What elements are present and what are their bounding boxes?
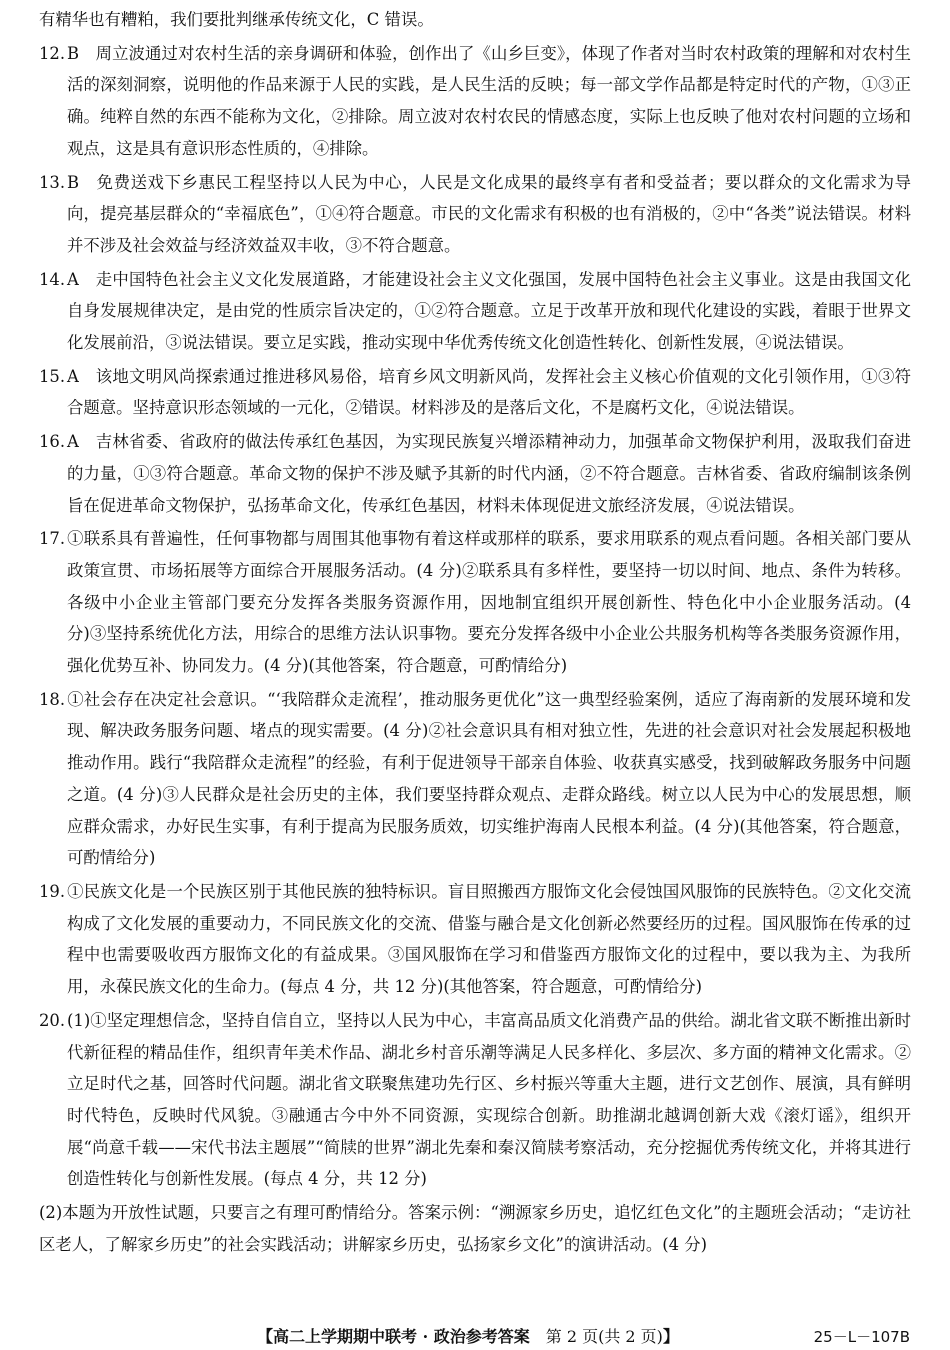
answer-text: ①社会存在决定社会意识。“‘我陪群众走流程’，推动服务更优化”这一典型经验案例，适应了海南新的发展环境和发现、解决政务服务问题、堵点的现实需要。(4 分)②社会意识具有相对独立性，先进的社会意识对社会发展起积极地推动作用。践行“我陪群众走流程”的经验，有利于促进领导干部亲自体验、收获真实感受，找到破解政务服务中问题之道。(4 分)③人民群众是社会历史的主体，我们要坚持群众观点、走群众路线。树立以人民为中心的发展思想，顺应群众需求，办好民生实事，有利于提高为民服务质效，切实维护海南人民根本利益。(4 分)(其他答案，符合题意，可酌情给分) <box>67 689 911 868</box>
answer-number: 17. <box>39 529 66 549</box>
footer-title <box>257 1324 679 1350</box>
answer-text: A 吉林省委、省政府的做法传承红色基因，为实现民族复兴增添精神动力，加强革命文物保护利用，汲取我们奋进的力量，①③符合题意。革命文物的保护不涉及赋予其新的时代内涵，②不符合题意。吉林省委、省政府编制该条例旨在促进革命文物保护，弘扬革命文化，传承红色基因，材料未体现促进文旅经济发展，④说法错误。 <box>67 432 911 515</box>
answer-text: B 周立波通过对农村生活的亲身调研和体验，创作出了《山乡巨变》，体现了作者对当时农村政策的理解和对农村生活的深刻洞察，说明他的作品来源于人民的实践，是人民生活的反映；每一部文学作品都是特定时代的产物，①③正确。纯粹自然的东西不能称为文化，②排除。周立波对农村农民的情感态度，实际上也反映了他对农村问题的立场和观点，这是具有意识形态性质的，④排除。 <box>67 43 911 158</box>
answer-13 <box>39 167 911 262</box>
answer-number: 18. <box>39 689 66 709</box>
footer-page-number: 第 2 页(共 2 页) <box>545 1327 663 1346</box>
answer-text: 有精华也有糟粕，我们要批判继承传统文化，C 错误。 <box>39 10 434 29</box>
footer-title-text: 【高二上学期期中联考 · 政治参考答案 <box>257 1327 530 1346</box>
answer-continuation <box>39 4 911 36</box>
answer-text: A 该地文明风尚探索通过推进移风易俗，培育乡风文明新风尚，发挥社会主义核心价值观的文化引领作用，①③符合题意。坚持意识形态领域的一元化，②错误。材料涉及的是落后文化，不是腐朽文化，④说法错误。 <box>67 366 911 418</box>
answer-19 <box>39 876 911 1003</box>
answer-text: B 免费送戏下乡惠民工程坚持以人民为中心，人民是文化成果的最终享有者和受益者；要以群众的文化需求为导向，提亮基层群众的“幸福底色”，①④符合题意。市民的文化需求有积极的也有消极的，②中“各类”说法错误。材料并不涉及社会效益与经济效益双丰收，③不符合题意。 <box>67 172 911 255</box>
answer-text: ①联系具有普遍性，任何事物都与周围其他事物有着这样或那样的联系，要求用联系的观点看问题。各相关部门要从政策宣贯、市场拓展等方面综合开展服务活动。(4 分)②联系具有多样性，要坚持一切以时间、地点、条件为转移。各级中小企业主管部门要充分发挥各类服务资源作用，因地制宜组织开展创新性、特色化中小企业服务活动。(4 分)③坚持系统优化方法，用综合的思维方法认识事物。要充分发挥各级中小企业公共服务机构等各类服务资源作用，强化优势互补、协同发力。(4 分)(其他答案，符合题意，可酌情给分) <box>67 529 911 676</box>
answer-16 <box>39 426 911 521</box>
answer-text: (2)本题为开放性试题，只要言之有理可酌情给分。答案示例：“溯源家乡历史，追忆红色文化”的主题班会活动；“走访社区老人，了解家乡历史”的社会实践活动；讲解家乡历史，弘扬家乡文化”的演讲活动。(4 分) <box>39 1203 911 1254</box>
footer-bracket: 】 <box>662 1327 679 1346</box>
answer-number: 13. <box>39 172 66 192</box>
answer-20-part-2 <box>39 1197 911 1260</box>
answer-text: (1)①坚定理想信念，坚持自信自立，坚持以人民为中心，丰富高品质文化消费产品的供给。湖北省文联不断推出新时代新征程的精品佳作，组织青年美术作品、湖北乡村音乐潮等满足人民多样化、多层次、多方面的精神文化需求。②立足时代之基，回答时代问题。湖北省文联聚焦建功先行区、乡村振兴等重大主题，进行文艺创作、展演，具有鲜明时代特色，反映时代风貌。③融通古今中外不同资源，实现综合创新。助推湖北越调创新大戏《滚灯谣》，组织开展“尚意千载——宋代书法主题展”“简牍的世界”湖北先秦和秦汉简牍考察活动，充分挖掘优秀传统文化，并将其进行创造性转化与创新性发展。(每点 4 分，共 12 分) <box>67 1010 911 1189</box>
answer-number: 12. <box>39 43 66 63</box>
answer-18 <box>39 684 911 874</box>
answer-17 <box>39 523 911 682</box>
answer-text: ①民族文化是一个民族区别于其他民族的独特标识。盲目照搬西方服饰文化会侵蚀国风服饰的民族特色。②文化交流构成了文化发展的重要动力，不同民族文化的交流、借鉴与融合是文化创新必然要经历的过程。国风服饰在传承的过程中也需要吸收西方服饰文化的有益成果。③国风服饰在学习和借鉴西方服饰文化的过程中，要以我为主、为我所用，永葆民族文化的生命力。(每点 4 分，共 12 分)(其他答案，符合题意，可酌情给分) <box>67 881 911 997</box>
answer-number: 15. <box>39 366 66 386</box>
answer-12 <box>39 38 911 165</box>
footer-code: 25－L－107B <box>813 1328 910 1346</box>
answer-15 <box>39 361 911 424</box>
answer-number: 20. <box>39 1010 66 1030</box>
answer-number: 19. <box>39 881 66 901</box>
answer-content <box>39 4 911 1260</box>
answer-number: 14. <box>39 269 66 289</box>
answer-20 <box>39 1005 911 1195</box>
answer-number: 16. <box>39 432 66 452</box>
page-footer <box>0 1324 950 1350</box>
answer-text: A 走中国特色社会主义文化发展道路，才能建设社会主义文化强国，发展中国特色社会主义事业。这是由我国文化自身发展规律决定，是由党的性质宗旨决定的，①②符合题意。立足于改革开放和现代化建设的实践，着眼于世界文化发展前沿，③说法错误。要立足实践，推动实现中华优秀传统文化创造性转化、创新性发展，④说法错误。 <box>67 269 911 353</box>
answer-14 <box>39 264 911 359</box>
